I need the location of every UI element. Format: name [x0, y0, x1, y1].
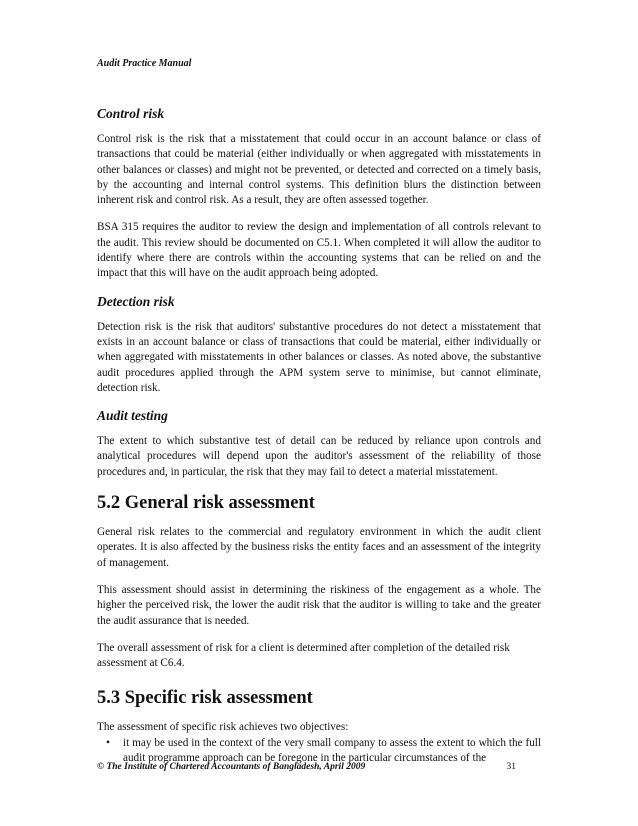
- bullet-icon: •: [106, 736, 110, 749]
- page-footer: [97, 762, 541, 772]
- heading-general-risk-assessment: 5.2 General risk assessment: [97, 493, 315, 514]
- paragraph-general-risk-2: This assessment should assist in determining the riskiness of the engagement as a whole. The higher the perceived risk, the lower the audit risk that the auditor is willing to take and the greater the audit assurance that is needed.: [97, 583, 541, 627]
- heading-control-risk: Control risk: [97, 106, 165, 121]
- page-number: 31: [506, 762, 516, 772]
- paragraph-control-risk-1: Control risk is the risk that a misstatement that could occur in an account balance or class of transactions that could be material (either individually or when aggregated with misstatements in other balances or classes) and might not be prevented, or detected and corrected on a timely basis, by the accounting and internal control systems. This definition blurs the distinction between inherent risk and control risk. As a result, they are often assessed together.: [97, 133, 541, 207]
- paragraph-control-risk-2: BSA 315 requires the auditor to review the design and implementation of all controls relevant to the audit. This review should be documented on C5.1. When completed it will allow the auditor to identify where there are controls within the accounting systems that can be relied on and the impact that this will have on the audit approach being adopted.: [97, 221, 541, 280]
- running-header: Audit Practice Manual: [97, 58, 192, 69]
- heading-specific-risk-assessment: 5.3 Specific risk assessment: [97, 688, 313, 709]
- paragraph-detection-risk-1: Detection risk is the risk that auditors' substantive procedures do not detect a misstatement that exists in an account balance or class of transactions that could be material, either individually or when aggregated with misstatements in other balances or classes. As noted above, the substantive audit procedures applied through the APM system serve to minimise, but cannot eliminate, detection risk.: [97, 320, 541, 394]
- list-item-text: it may be used in the context of the very small company to assess the extent to which the full audit programme approach can be foregone in the particular circumstances of the: [123, 736, 541, 765]
- footer-copyright: © The Institute of Chartered Accountants of Bangladesh, April 2009: [97, 762, 366, 772]
- paragraph-specific-risk-1: The assessment of specific risk achieves two objectives:: [97, 721, 349, 734]
- heading-audit-testing: Audit testing: [97, 408, 168, 424]
- paragraph-audit-testing-1: The extent to which substantive test of detail can be reduced by reliance upon controls and analytical procedures will depend upon the auditor's assessment of the reliability of those procedures and, in particular, the risk that they may fail to detect a material misstatement.: [97, 435, 541, 478]
- paragraph-general-risk-1: General risk relates to the commercial and regulatory environment in which the audit client operates. It is also affected by the business risks the entity faces and an assessment of the integrity of management.: [97, 526, 541, 569]
- paragraph-general-risk-3: The overall assessment of risk for a client is determined after completion of the detailed risk assessment at C6.4.: [97, 641, 510, 670]
- page-content: [97, 106, 541, 766]
- heading-detection-risk: Detection risk: [97, 293, 175, 309]
